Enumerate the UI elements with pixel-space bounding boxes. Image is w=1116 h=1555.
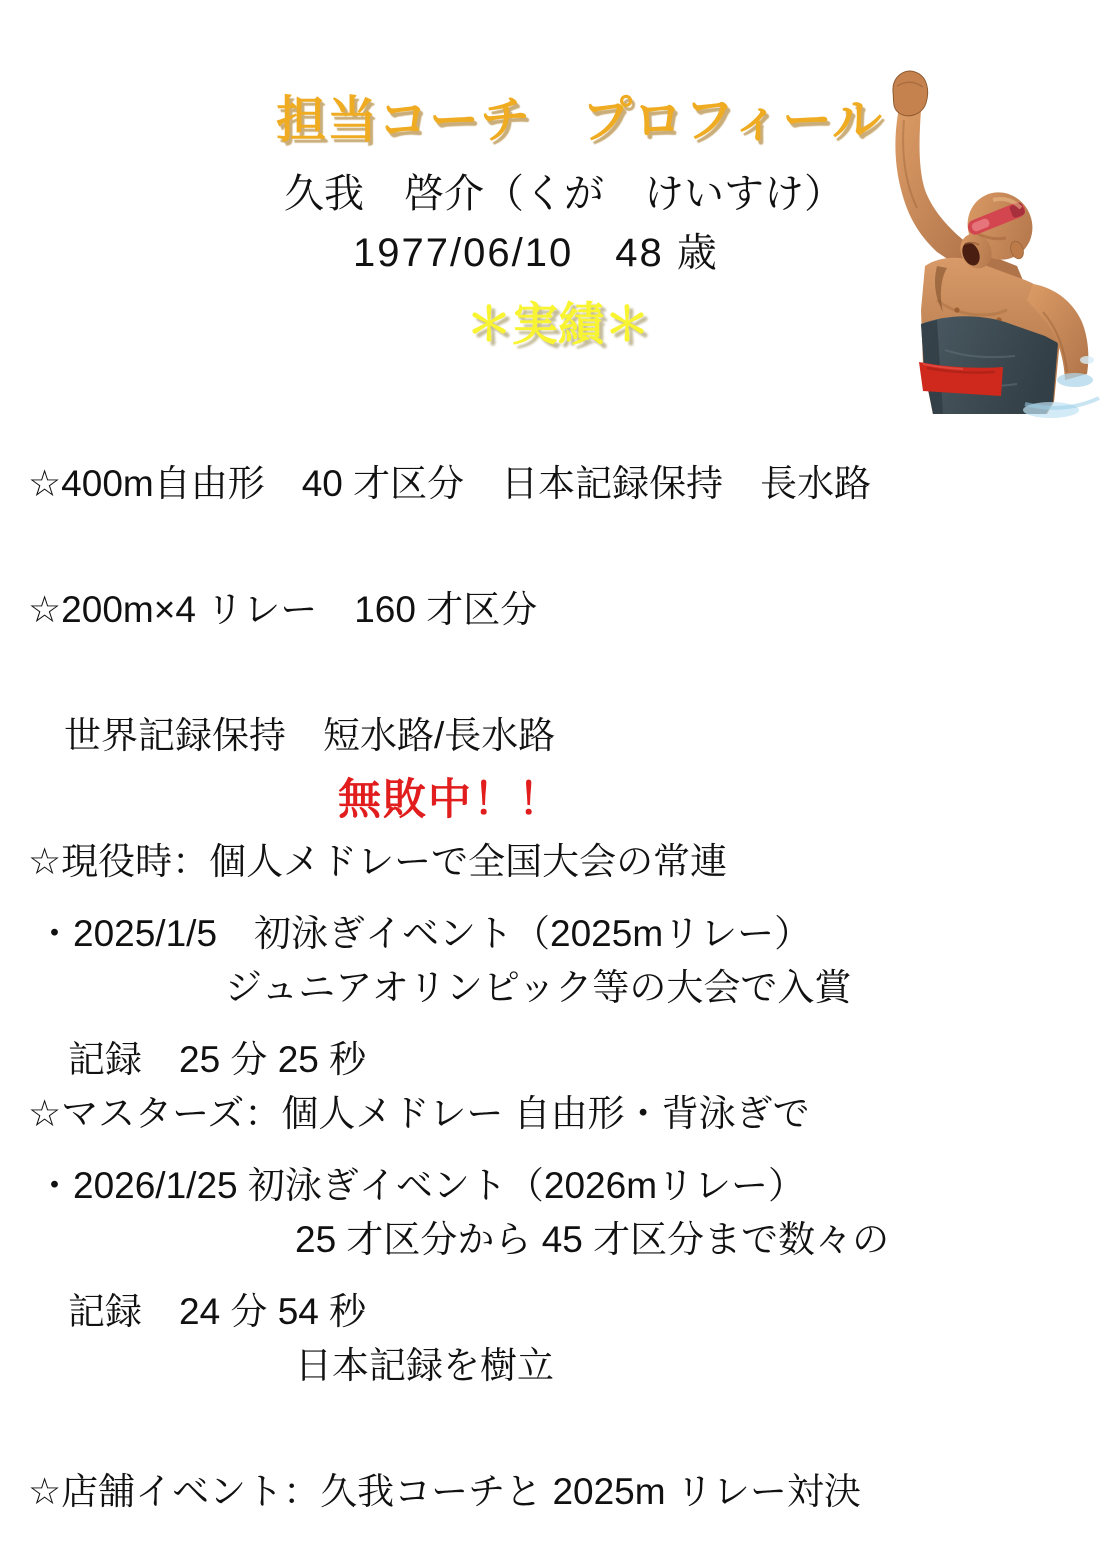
event-records-list bbox=[0, 829, 1116, 1375]
event-title: ・2025/1/5 初泳ぎイベント（2025mリレー） bbox=[36, 913, 812, 954]
swimmer-photo-illustration bbox=[875, 60, 1107, 418]
achievement-line: ☆マスターズ：個人メドレー 自由形・背泳ぎで bbox=[28, 1093, 810, 1134]
raised-arm bbox=[895, 108, 971, 268]
results-heading: ＊実績＊ bbox=[466, 298, 650, 350]
achievement-line: 世界記録保持 短水路/長水路 bbox=[64, 715, 556, 756]
undefeated-label: 無敗中！！ bbox=[338, 776, 563, 824]
event-record: 記録 24 分 54 秒 bbox=[68, 1291, 367, 1332]
water-splash bbox=[1057, 373, 1093, 387]
fist bbox=[893, 71, 928, 116]
event-title: ・2026/1/25 初泳ぎイベント（2026mリレー） bbox=[36, 1165, 806, 1206]
achievement-line: 25 才区分から 45 才区分まで数々の bbox=[295, 1219, 890, 1260]
achievement-line: ☆200m×4 リレー 160 才区分 bbox=[28, 589, 538, 630]
event-record: 記録 25 分 25 秒 bbox=[68, 1039, 367, 1080]
coach-name: 久我 啓介（くが けいすけ） bbox=[284, 172, 844, 216]
coach-birthdate-age: 1977/06/10 48 歳 bbox=[353, 231, 719, 275]
page-title: 担当コーチ プロフィール bbox=[276, 92, 883, 148]
achievement-line: ☆現役時：個人メドレーで全国大会の常連 bbox=[28, 841, 728, 882]
achievement-line: 日本記録を樹立 bbox=[295, 1345, 554, 1386]
achievement-line: ジュニアオリンピック等の大会で入賞 bbox=[225, 967, 852, 1008]
swimmer-photo bbox=[866, 42, 1098, 400]
achievement-line: ☆店舗イベント：久我コーチと 2025m リレー対決 bbox=[28, 1471, 861, 1512]
achievement-line: ☆400m自由形 40 才区分 日本記録保持 長水路 bbox=[28, 463, 872, 504]
